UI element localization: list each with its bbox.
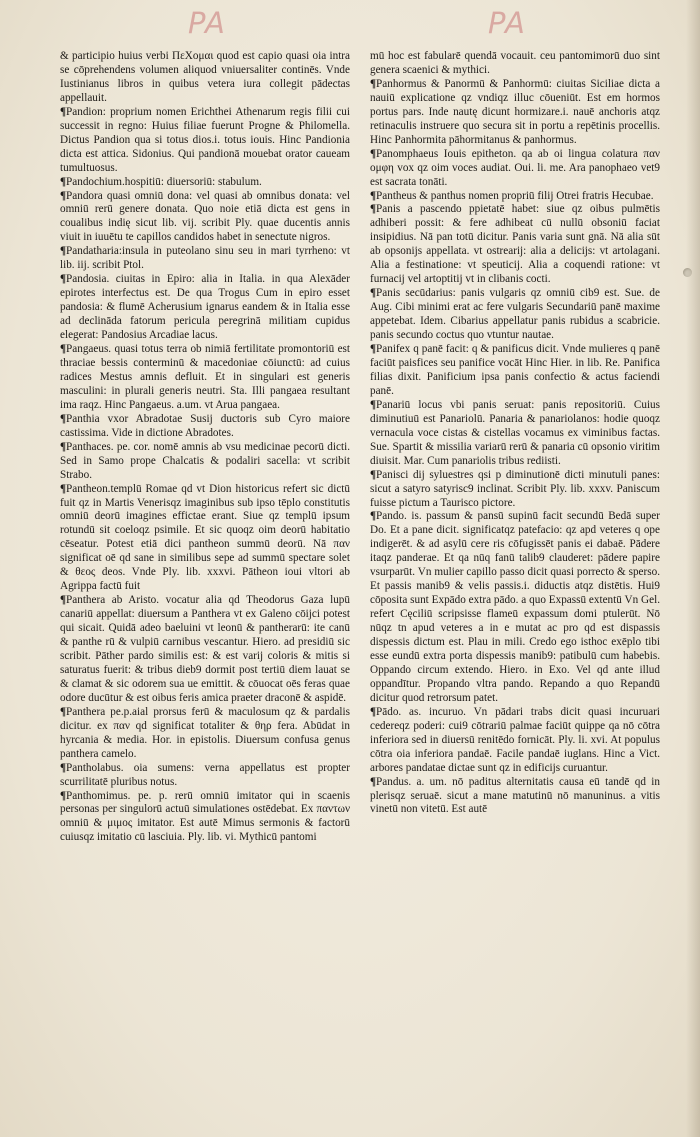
entry-text: Panis a pascendo ppietatē habet: siue qz oibus pulmētis adhiberi possit: & fere adhibeat cū nullū obsoniū faciat insipidius. Nā pan totū dicitur. Panis varia sunt gnā. Nā alia sūt ab opsonijs appellata. vt ostrearij: alia a delicijs: vt artolagani. Alia a festinatione: vt speuticij. Alia a coquendi ratione: vt furnacij vel artoptitij vt in clibanis cocti. (370, 203, 660, 286)
dictionary-entry (370, 287, 660, 343)
entry-text: Panariū locus vbi panis seruat: panis repositoriū. Cuius diminutiuū est Panariolū. Panaria & panariolanos: hodie quoqz vernacula voce cistas & cistellas vocamus ex viminibus factas. Sue. Spartit & missilia variarū rerū & panaria cū opsonio viritim diuisit. Mar. Cum panariolis tribus rediisti. (370, 398, 660, 467)
paragraph-mark-icon: ¶ (60, 440, 66, 453)
dictionary-entry (370, 510, 660, 705)
entry-text: Pangaeus. quasi totus terra ob nimiā fertilitate promontoriū est thraciae bessis conterminū & macedoniae cōiunctū: ad cuius radices Mestus amnis defluit. Et in singulari est generis masculini: in plurali generis neutri. Sta. Illi pangaea resultant ima raqz. Hinc Pangaeus. a.um. vt Arua pangaea. (60, 343, 350, 411)
entry-text: Pantholabus. oia sumens: verna appellatus est propter scurrilitatē pluribus notus. (60, 761, 350, 788)
entry-text: Panthaces. pe. cor. nomē amnis ab vsu medicinae pecorū dicti. Sed in Samo prope Chalcatis & podaliri sacella: vt scribit Strabo. (60, 440, 350, 481)
entry-text: Pantheus & panthus nomen propriū filij Otrei fratris Hecubae. (376, 189, 654, 202)
entry-text: Panthera ab Aristo. vocatur alia qd Theodorus Gaza lupū canariū appellat: diuersum a Panthera vt ex Galeno cōijci potest qui sicait. Quidā adeo baeluini vt leonū & pantherarū: ite canū & panthe rū & vulpiū carnibus vescantur. Hiero. ad presidiū sic scribit. Pāther pardo similis est: & est varij coloris & mitis si saturatus fuerit: & tribus dieb9 dormit post tertiū diem lauat se & clamat & sic odorem sua ue emittit. & cōuocat oēs feras quae odore ducūtur & est oibus feris amica praeter draconē & aspidē. (60, 594, 350, 704)
entry-text: Pandus. a. um. nō paditus alternitatis causa eū tandē qd in plerisqz seruaē. sicut a mane matutinū nō manuninus. a vitis vinetū non vitetū. Est autē (370, 775, 660, 816)
dictionary-entry (370, 399, 660, 469)
dictionary-entry (60, 176, 350, 190)
dictionary-entry (370, 706, 660, 776)
paragraph-mark-icon: ¶ (370, 77, 376, 90)
dictionary-entry (60, 106, 350, 176)
entry-text: Pādo. as. incuruo. Vn pādari trabs dicit quasi incuruari cedereqz poderi: cui9 cōtrariū palmae faciūt quippe qa nō cōtra inferiora sed in diuersū renitēdo fornicāt. Ply. li. xvi. At populus cōtra oia inferiora pandaē. Facile pandaē iuglans. Hinc a Vict. arbores pandatae dictae sunt qz in edificijs curuantur. (370, 705, 660, 774)
paragraph-mark-icon: ¶ (370, 203, 376, 216)
paragraph-mark-icon: ¶ (60, 343, 66, 356)
entry-text: Pandion: proprium nomen Erichthei Athenarum regis filii cui successit in regno: Huius filiae fuerunt Progne & Philomella. Dictus Pandion qua si totus dios.i. totus iouis. Hinc Pandionia dicta est attica. Sidonius. Qui pandionā mouebat orator caueam tumultuosus. (60, 105, 350, 174)
entry-text: Panhormus & Panormū & Panhormū: ciuitas Siciliae dicta a nauiū explicatione qz vndiqz illuc cōueniūt. Est em hormos portus pars. Inde nautę dicunt hormizare.i. nauē anchoris atqz retinaculis instruere quo secura sit in portu a repētinis procellis. Hinc Panhormita pāhormitanus & panhormus. (370, 77, 660, 146)
paragraph-mark-icon: ¶ (60, 189, 66, 202)
paragraph-mark-icon: ¶ (60, 175, 66, 188)
dictionary-entry (60, 790, 350, 846)
dictionary-entry (60, 594, 350, 706)
dictionary-entry (60, 441, 350, 483)
paragraph-mark-icon: ¶ (370, 775, 376, 788)
paragraph-mark-icon: ¶ (60, 245, 66, 258)
page-edge-shadow (686, 0, 700, 1137)
dictionary-entry (60, 762, 350, 790)
entry-text: Pandatharia:insula in puteolano sinu seu in mari tyrrheno: vt lib. iij. scribit Ptol. (60, 245, 350, 272)
dictionary-entry (60, 245, 350, 273)
entry-text: mū hoc est fabularē quendā vocauit. ceu pantomimorū duo sint genera scaenici & mythici. (370, 50, 660, 76)
paragraph-mark-icon: ¶ (370, 287, 376, 300)
dictionary-entry (60, 413, 350, 441)
entry-text: Panifex q panē facit: q & panificus dicit. Vnde mulieres q panē faciūt paisfices seu panifice vocāt Hinc Hier. in lib. Re. Panifica filias dixit. Panificium ipsa panis confectio & actus faciendi panē. (370, 343, 660, 397)
dictionary-entry (370, 776, 660, 818)
paragraph-mark-icon: ¶ (370, 510, 376, 523)
dictionary-entry (370, 203, 660, 287)
paragraph-mark-icon: ¶ (60, 594, 66, 607)
paragraph-mark-icon: ¶ (60, 761, 66, 774)
paragraph-mark-icon: ¶ (60, 412, 66, 425)
entry-text: Panthia vxor Abradotae Susij ductoris sub Cyro maiore castissima. Vide in dictione Abradotes. (60, 412, 350, 439)
dictionary-entry (60, 273, 350, 343)
entry-text: Panthomimus. pe. p. rerū omniū imitator qui in scaenis personas per singulorū actuū simulationes ostēdebat. Ex παντων omniū & μιμος imitator. Est autē Mimus sermonis & factorū cuiusqz imitatio cū lasciuia. Ply. lib. vi. Mythicū pantomi (60, 789, 350, 844)
dictionary-entry (60, 50, 350, 106)
entry-text: Pandosia. ciuitas in Epiro: alia in Italia. in qua Alexāder epirotes interfectus est. De qua Trogus Cum in epiro esset pandosia: & flumē Acherusium ignarus eandem & in Italia esse ad declināda fatorum pericula peregrinā militiam cupidus elegerat: Pandosius Arcadiae lacus. (60, 273, 350, 342)
dictionary-entry (370, 190, 660, 204)
paragraph-mark-icon: ¶ (370, 147, 376, 160)
dictionary-entry (370, 78, 660, 148)
paragraph-mark-icon: ¶ (370, 468, 376, 481)
entry-text: Panomphaeus Iouis epitheton. qa ab oi lingua colatura παν ομφη vox qz oim voces audiat. Oui. li. me. Ara panophaeo vet9 est sacrata tonāti. (370, 147, 660, 188)
entry-text: Panis secūdarius: panis vulgaris qz omniū cib9 est. Sue. de Aug. Cibi minimi erat ac fere vulgaris Secundariū panē maxime appetebat. Idem. Cibarius appellatur panis rubidus a scabricie. panis secundo coctus quo vtuntur nautae. (370, 287, 660, 342)
paragraph-mark-icon: ¶ (370, 398, 376, 411)
dictionary-entry (60, 343, 350, 413)
running-head-right: PA (488, 6, 526, 40)
paragraph-mark-icon: ¶ (60, 482, 66, 495)
dictionary-entry (370, 343, 660, 399)
dictionary-entry (60, 706, 350, 762)
entry-text: Pando. is. passum & pansū supinū facit secundū Bedā super Do. Et a pane dicit. significatqz patefacio: qz apd veteres q ope indigerēt. & ad asylū cere ris cōfugissēt panis ei dabaē. Pādere itaqz panderae. Et qa nūq fanū talib9 clauderet: pādere papire vsurparūt. Vn mulier capillo passo dicit quasi porrecto & sperso. Et passis manib9 & velis passis.i. diductis atqz distētis. Hui9 cōposita sunt Expādo extra pādo. a quo Expassū extentū Vn Gel. refert Cęciliū scripsisse flameū expassum domi ptulerūt. Nō nūqz tn apud veteres a in e mutat ac pro qd est dispassis dispessis dictum est. Plau in mili. Credo ego isthoc exēplo tibi esse eundū extra porta dispessis manib9: patibulū cum habebis. Oppando circum extendo. Hiero. in Exo. Vel qd ante illud oppandītur. Propando vltra pando. Repando a quo Repandū dicitur quod retrorsum patet. (370, 510, 660, 704)
paragraph-mark-icon: ¶ (60, 705, 66, 718)
dictionary-entry (60, 483, 350, 595)
left-text-column (60, 50, 350, 1110)
entry-text: Panisci dij syluestres qsi p diminutionē dicti minutuli panes: sicut a satyro satyrisc9 inclinat. Scribit Ply. lib. xxxv. Paniscum fuisse pictum a Taurisco pictore. (370, 468, 660, 509)
right-text-column (370, 50, 660, 1110)
entry-text: Panthera pe.p.aial prorsus ferū & maculosum qz & pardalis dicitur. ex παν qd significat totaliter & θηρ fera. Abūdat in hyrcania & media. Hor. in epistolis. Diuersum confusa genus panthera camelo. (60, 705, 350, 760)
dictionary-entry (370, 469, 660, 511)
entry-text: & participio huius verbi ΠεΧομαι quod est capio quasi oia intra se cōprehendens volumen aliquod vniuersaliter continēs. Vnde Iustinianus libros in quibus vetera iura collegit pādectas appellauit. (60, 50, 350, 104)
entry-text: Pandochium.hospitiū: diuersoriū: stabulum. (66, 175, 262, 188)
entry-text: Pantheon.templū Romae qd vt Dion historicus refert sic dictū fuit qz in Martis Venerisqz imaginibus sub ipso tēplo constitutis omniū deorū imagines effictae erant. Siue qz templū ipsum rotundū sit coeloqz psimile. Et sic quoqz oim deorū habitatio cēseatur. Potest etiā dici pantheon summū deorū. Nā παν significat oē qd sane in similibus sepe ad summū spectare solet & θεος deos. Vnde Ply. lib. xxxvi. Pātheon ioui vltori ab Agrippa factū fuit (60, 482, 350, 593)
dictionary-entry (370, 50, 660, 78)
paragraph-mark-icon: ¶ (60, 105, 66, 118)
paragraph-mark-icon: ¶ (60, 789, 66, 802)
paragraph-mark-icon: ¶ (370, 343, 376, 356)
running-head-left: PA (188, 6, 226, 40)
entry-text: Pandora quasi omniū dona: vel quasi ab omnibus donata: vel omniū rerū genere donata. Quo noie etiā dicta est gens in coualibus indię sicut lib. vij. scribit Ply. quae ducentis annis viuit in iuuētu te capillos candidos habet in senectute nigros. (60, 189, 350, 244)
paragraph-mark-icon: ¶ (370, 705, 376, 718)
dictionary-entry (370, 148, 660, 190)
paragraph-mark-icon: ¶ (370, 189, 376, 202)
dictionary-entry (60, 190, 350, 246)
paragraph-mark-icon: ¶ (60, 273, 66, 286)
